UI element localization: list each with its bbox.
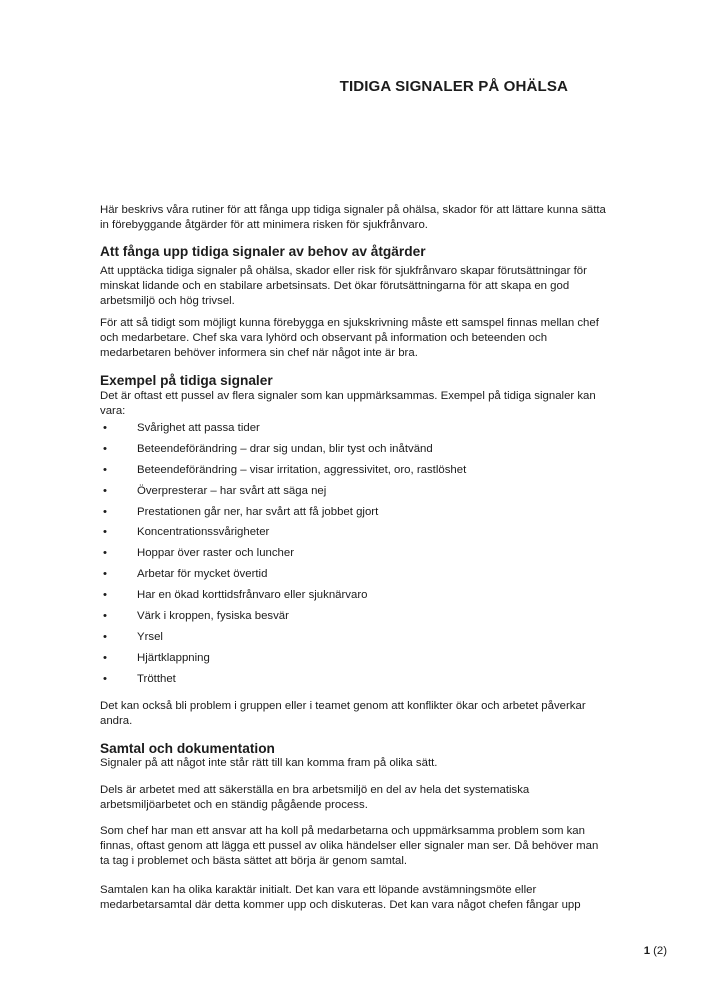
bullet-icon: • [103,610,107,623]
document-title: TIDIGA SIGNALER PÅ OHÄLSA [339,78,568,95]
paragraph: Det kan också bli problem i gruppen eller i teamet genom att konflikter ökar och arbetet påverkar andra. [100,700,586,728]
bullet-list [100,421,607,693]
paragraph: Som chef har man ett ansvar att ha koll på medarbetarna och uppmärksamma problem som kan finnas, oftast genom att lägga ett pussel av olika händelser eller signaler man ser. Då behöver man ta tag i problemet och bästa sättet att börja är genom samtal. [100,825,599,868]
list-item [100,630,607,645]
bullet-icon: • [103,484,107,497]
list-item-text: Koncentrationssvårigheter [137,526,270,539]
bullet-icon: • [103,505,107,518]
intro-paragraph: Här beskrivs våra rutiner för att fånga upp tidiga signaler på ohälsa, skador för att lättare kunna sätta in förebyggande åtgärder för att minimera risken för sjukfrånvaro. [100,204,606,232]
list-item-text: Överpresterar – har svårt att säga nej [137,484,327,497]
list-item-text: Trötthet [137,672,176,685]
bullet-icon: • [103,547,107,560]
bullet-icon: • [103,442,107,455]
list-item [100,442,607,457]
paragraph: Signaler på att något inte står rätt till kan komma fram på olika sätt. [100,757,438,769]
list-item [100,463,607,478]
list-item-text: Prestationen går ner, har svårt att få jobbet gjort [137,505,379,518]
list-item [100,525,607,540]
paragraph: Att upptäcka tidiga signaler på ohälsa, skador eller risk för sjukfrånvaro skapar förutsättningar för minskat lidande och en stabilare arbetsinsats. Det ökar förutsättningarna för att skapa en god arbetsmiljö och hög trivsel. [100,265,587,308]
list-item [100,651,607,666]
bullet-icon: • [103,651,107,664]
bullet-icon: • [103,526,107,539]
list-item-text: Beteendeförändring – drar sig undan, blir tyst och inåtvänd [137,442,433,455]
bullet-icon: • [103,672,107,685]
paragraph: Det är oftast ett pussel av flera signaler som kan uppmärksammas. Exempel på tidiga signaler kan vara: [100,390,596,418]
list-item-text: Beteendeförändring – visar irritation, aggressivitet, oro, rastlöshet [137,463,467,476]
paragraph: Dels är arbetet med att säkerställa en bra arbetsmiljö en del av hela det systematiska arbetsmiljöarbetet och en ständig pågående process. [100,784,530,812]
list-item-text: Arbetar för mycket övertid [137,568,268,581]
list-item [100,672,607,687]
list-item [100,505,607,520]
section-heading-signals: Att fånga upp tidiga signaler av behov av åtgärder [100,244,426,259]
list-item-text: Hoppar över raster och luncher [137,547,295,560]
bullet-icon: • [103,589,107,602]
paragraph: För att så tidigt som möjligt kunna förebygga en sjukskrivning måste ett samspel finnas mellan chef och medarbetare. Chef ska vara lyhörd och observant på information och beteenden och medarbetaren behöver informera sin chef när något inte är bra. [100,317,599,360]
list-item-text: Yrsel [137,630,163,643]
list-item-text: Hjärtklappning [137,651,210,664]
section-heading-examples: Exempel på tidiga signaler [100,373,273,388]
list-item [100,546,607,561]
list-item [100,484,607,499]
paragraph: Samtalen kan ha olika karaktär initialt. Det kan vara ett löpande avstämningsmöte eller medarbetarsamtal där detta kommer upp och diskuteras. Det kan vara något chefen fångar upp [100,884,581,912]
list-item [100,567,607,582]
list-item-text: Värk i kroppen, fysiska besvär [137,610,289,623]
bullet-icon: • [103,463,107,476]
section-heading-dialogue: Samtal och dokumentation [100,741,275,756]
list-item-text: Svårighet att passa tider [137,422,260,434]
bullet-icon: • [103,422,107,434]
list-item-text: Har en ökad korttidsfrånvaro eller sjuknärvaro [137,589,368,602]
page-number: 1 [643,945,651,957]
page-total: (2) [653,945,667,957]
footer [644,944,667,959]
bullet-icon: • [103,568,107,581]
list-item [100,609,607,624]
list-item [100,421,607,436]
list-item [100,588,607,603]
bullet-icon: • [103,630,107,643]
